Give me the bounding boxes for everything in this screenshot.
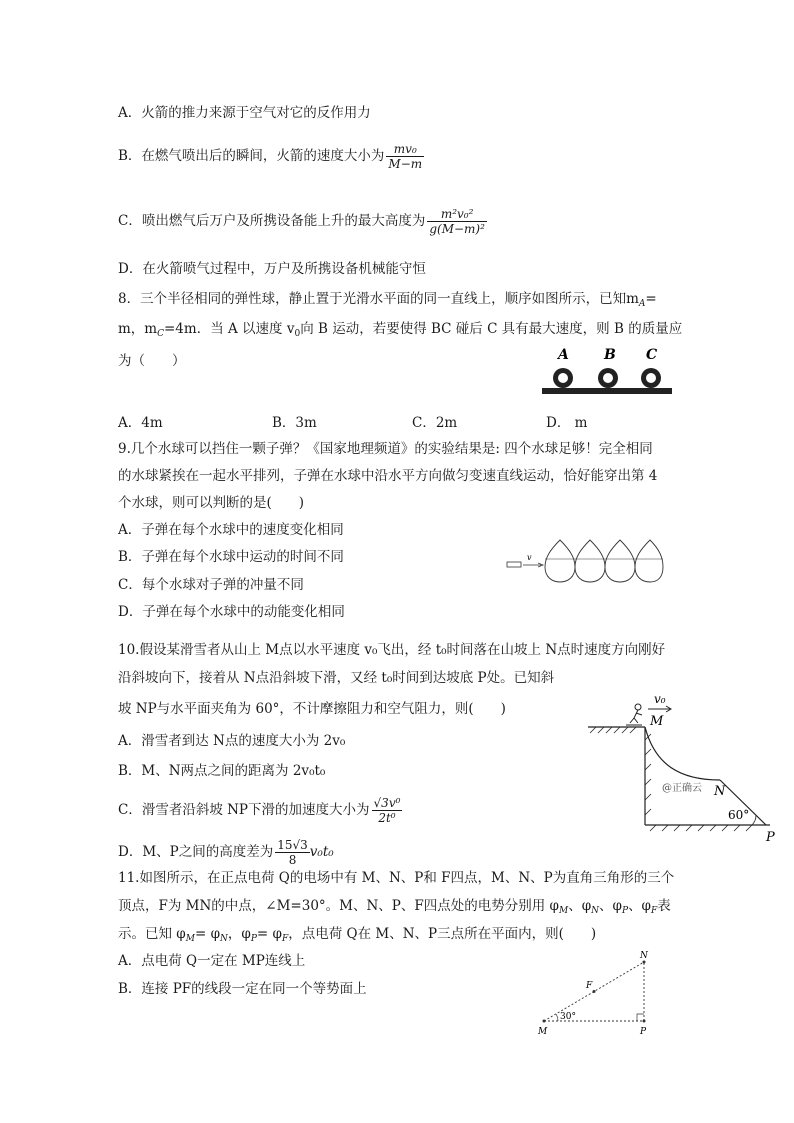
q11-line3-s4: F [281, 934, 289, 944]
q9-v-label: v [527, 553, 532, 562]
q11-line2-end: 表 [657, 898, 671, 914]
q8-balls-figure [540, 345, 675, 400]
q8-line1-sub: A [638, 299, 646, 309]
q8-line2-sub2: 0 [294, 329, 301, 339]
q8-option-c: C．2m [412, 415, 458, 431]
q11-option-a: A．点电荷 Q一定在 MP连线上 [118, 953, 306, 969]
q11-option-b: B．连接 PF的线段一定在同一个等势面上 [118, 981, 367, 997]
q10-hill-curve [645, 727, 720, 780]
q11-line2-mid1: 、φ [568, 898, 592, 914]
q11-triangle-figure [530, 948, 660, 1040]
q9-balloon-2 [575, 540, 605, 582]
q8-stem-line2 [118, 320, 682, 343]
q10-m-label: M [650, 714, 664, 729]
q8-line2-text: m，m [118, 321, 158, 337]
q10-p-label: P [766, 830, 775, 845]
q10-option-d-text: D．M、P之间的高度差为 [118, 844, 274, 860]
q10-watermark: @正确云 [662, 783, 702, 794]
q7-b-numerator: mv₀ [393, 142, 417, 156]
q11-line2-s2: N [591, 906, 600, 916]
q8-option-b: B．3m [272, 415, 317, 431]
q9-bullet [507, 562, 521, 567]
q8-stem-line1 [118, 290, 657, 313]
q11-line2-s4: F [651, 906, 658, 916]
q8-floor [542, 388, 672, 394]
q9-balloon-1 [545, 540, 575, 582]
q8-option-d: D． m [546, 415, 588, 431]
q11-angle-label: 30° [560, 1012, 576, 1022]
q10-c-numerator: √3v⁰ [373, 796, 401, 810]
q10-option-c [118, 796, 402, 825]
q8-label-b: B [604, 347, 616, 363]
q11-line3-b: ，φ [227, 926, 251, 942]
q11-line3-end: ，点电荷 Q在 M、N、P三点所在平面内，则( ) [288, 926, 597, 942]
q9-stem-line3: 个水球，则可以判断的是( ) [118, 495, 305, 511]
q8-option-a: A．4m [118, 415, 163, 431]
q11-line3-s3: P [250, 934, 257, 944]
q8-line2-rest: =4m．当 A 以速度 v [164, 321, 295, 337]
q10-option-d-fraction [275, 838, 310, 867]
q10-angle-label: 60° [728, 808, 750, 822]
q7-c-denominator: g(M−m)² [429, 222, 485, 236]
q11-point-f [593, 990, 596, 993]
q9-stem-line2: 的水球紧挨在一起水平排列，子弹在水球中沿水平方向做匀变速直线运动，恰好能穿出第 4 [118, 468, 658, 484]
q10-d-numerator: 15√3 [277, 838, 308, 852]
q7-option-c-text: C．喷出燃气后万户及所携设备能上升的最大高度为 [118, 213, 426, 229]
q8-stem-line3: 为（ ） [118, 353, 186, 369]
q11-line2-mid2: 、φ [599, 898, 622, 914]
q7-c-numerator: m²v₀² [440, 207, 474, 221]
q11-stem-line2 [118, 897, 671, 920]
q9-water-balloons-figure [505, 535, 665, 585]
q10-n-label: N [714, 784, 726, 799]
q11-p-label: P [640, 1027, 647, 1037]
q7-b-denominator: M−m [388, 157, 423, 171]
q10-skier-icon [626, 704, 642, 725]
q11-line2-s1: M [559, 906, 569, 916]
q11-line3-s2: N [220, 934, 228, 944]
q10-d-denominator: 8 [275, 852, 310, 867]
q8-line1-text: 8．三个半径相同的弹性球，静止置于光滑水平面的同一直线上，顺序如图所示，已知m [118, 291, 639, 307]
q11-line3-a: = φ [194, 926, 221, 942]
q7-option-c-fraction [427, 207, 487, 236]
q11-stem-line1: 11.如图所示，在正点电荷 Q的电场中有 M、N、P和 F四点，M、N、P为直角三角形的三个 [118, 870, 675, 886]
q10-ski-slope-figure [580, 685, 780, 845]
q10-option-b: B．M、N两点之间的距离为 2v₀t₀ [118, 763, 326, 779]
q7-option-c [118, 207, 487, 236]
q10-v0-label: v₀ [654, 692, 666, 706]
q8-line2-end: 向 B 运动，若要使得 BC 碰后 C 具有最大速度，则 B 的质量应 [300, 321, 683, 337]
q8-line1-end: = [645, 291, 657, 307]
q10-stem-line1: 10.假设某滑雪者从山上 M点以水平速度 v₀飞出，经 t₀时间落在山坡上 N点时速度方向刚好 [118, 642, 666, 658]
q11-stem-line3 [118, 925, 596, 948]
q11-m-label: M [538, 1027, 548, 1037]
q7-option-b-text: B．在燃气喷出后的瞬间，火箭的速度大小为 [118, 148, 385, 164]
q7-option-d: D．在火箭喷气过程中，万户及所携设备机械能守恒 [118, 261, 426, 277]
q8-label-a: A [558, 347, 569, 363]
q9-balloon-4 [635, 540, 663, 582]
q10-option-a: A．滑雪者到达 N点的速度大小为 2v₀ [118, 733, 346, 749]
q7-option-b [118, 142, 424, 171]
q8-ball-b [598, 368, 618, 388]
q10-c-denominator: 2t⁰ [372, 810, 403, 825]
q10-stem-line2: 沿斜坡向下，接着从 N点沿斜坡下滑，又经 t₀时间到达坡底 P处。已知斜 [118, 670, 555, 686]
q9-stem-line1: 9.几个水球可以挡住一颗子弹？《国家地理频道》的实验结果是: 四个水球足够！完全相同 [118, 441, 653, 457]
q11-line3-c: = φ [256, 926, 282, 942]
q8-ball-a [553, 368, 573, 388]
q7-option-a: A．火箭的推力来源于空气对它的反作用力 [118, 105, 371, 121]
q9-option-a: A．子弹在每个水球中的速度变化相同 [118, 522, 344, 538]
q9-option-d: D．子弹在每个水球中的动能变化相同 [118, 604, 345, 620]
q11-line2-mid3: 、φ [628, 898, 652, 914]
q9-option-b: B．子弹在每个水球中运动的时间不同 [118, 549, 344, 565]
q11-line3-s1: M [185, 934, 195, 944]
q9-option-c: C．每个水球对子弹的冲量不同 [118, 577, 304, 593]
q11-line2-s3: P [622, 906, 629, 916]
q10-stem-line3: 坡 NP与水平面夹角为 60°，不计摩擦阻力和空气阻力，则( ) [118, 701, 506, 717]
q7-option-b-fraction [386, 142, 424, 171]
q11-line2-text: 顶点，F为 MN的中点，∠M=30°。M、N、P、F四点处的电势分别用 φ [118, 898, 559, 914]
q8-ball-c [641, 368, 661, 388]
q10-option-d-tail: v₀t₀ [309, 844, 334, 860]
q10-option-d [118, 838, 334, 867]
q10-option-c-fraction [372, 796, 403, 825]
q9-balloon-3 [605, 540, 635, 582]
q8-label-c: C [646, 347, 658, 363]
q11-f-label: F [586, 981, 593, 991]
q10-option-c-text: C．滑雪者沿斜坡 NP下滑的加速度大小为 [118, 802, 370, 818]
q11-line3-pre: 示。已知 φ [118, 926, 186, 942]
q11-n-label: N [640, 951, 648, 961]
q8-line2-sub: C [157, 329, 164, 339]
